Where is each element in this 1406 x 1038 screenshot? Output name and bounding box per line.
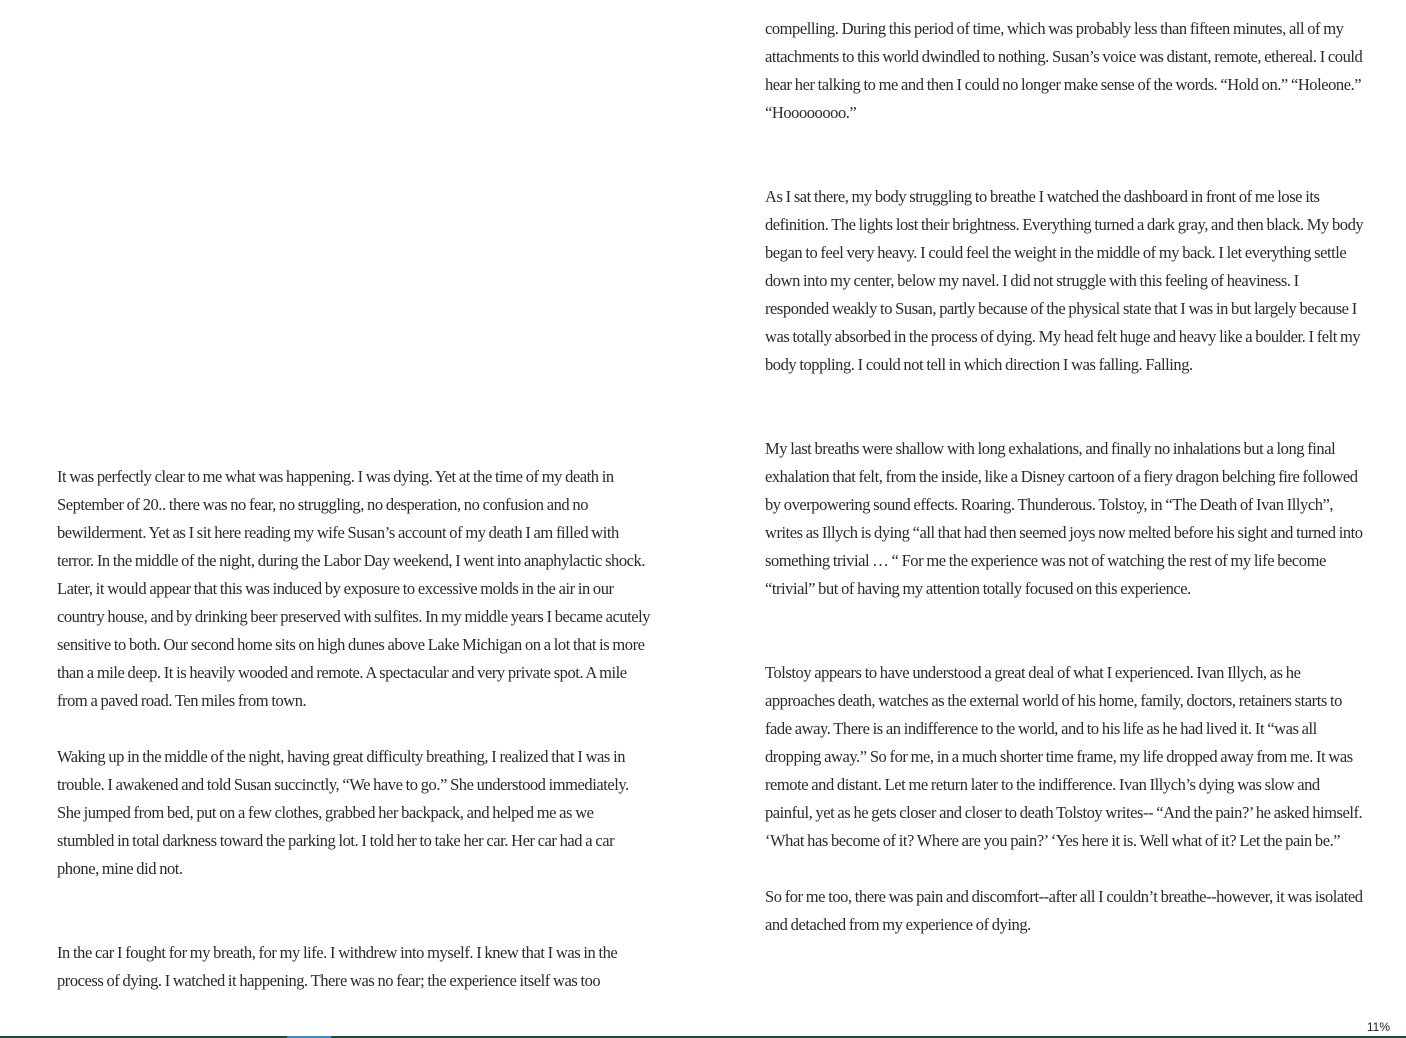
- paragraph: In the car I fought for my breath, for my life. I withdrew into myself. I knew that I was in the process of dying. I watched it happening. There was no fear; the experience itself was too: [57, 943, 618, 990]
- paragraph: compelling. During this period of time, which was probably less than fifteen minutes, all of my attachments to this world dwindled to nothing. Susan’s voice was distant, remote, ethereal. I could hear her talking to me and then I could no longer make sense of the words. “Hold on.” “Holeone.” “Hoooooooo.”: [765, 19, 1363, 122]
- paragraph: My last breaths were shallow with long exhalations, and finally no inhalations but a long final exhalation that felt, from the inside, like a Disney cartoon of a fiery dragon belching fire followed by overpowering sound effects. Roaring. Thunderous. Tolstoy, in “The Death of Ivan Illych”, writes as Illych is dying “all that had then seemed joys now melted before his sight and turned into something trivial … “ For me the experience was not of watching the rest of my life become “trivial” but of having my attention totally focused on this experience.: [765, 439, 1363, 598]
- paragraph: As I sat there, my body struggling to breathe I watched the dashboard in front of me lose its definition. The lights lost their brightness. Everything turned a dark gray, and then black. My body began to feel very heavy. I could feel the weight in the middle of my back. I let everything settle down into my center, below my navel. I did not struggle with this feeling of heaviness. I responded weakly to Susan, partly because of the physical state that I was in but largely because I was totally absorbed in the process of dying. My head felt huge and heavy like a boulder. I felt my body toppling. I could not tell in which direction I was falling. Falling.: [765, 187, 1364, 374]
- paragraph: So for me too, there was pain and discomfort--after all I couldn’t breathe--however, it was isolated and detached from my experience of dying.: [765, 887, 1363, 934]
- paragraph: Waking up in the middle of the night, having great difficulty breathing, I realized that I was in trouble. I awakened and told Susan succinctly, “We have to go.” She understood immediately. She jumped from bed, put on a few clothes, grabbed her backpack, and helped me as we stumbled in total darkness toward the parking lot. I told her to take her car. Her car had a car phone, mine did not.: [57, 747, 629, 878]
- paragraph: Tolstoy appears to have understood a great deal of what I experienced. Ivan Illych, as he approaches death, watches as the external world of his home, family, doctors, retainers starts to fade away. There is an indifference to the world, and to his life as he had lived it. It “was all dropping away.” So for me, in a much shorter time frame, my life dropped away from me. It was remote and distant. Let me return later to the indifference. Ivan Illych’s dying was slow and painful, yet as he gets closer and closer to death Tolstoy writes-- “And the pain?’ he asked himself. ‘What has become of it? Where are you pain?’ ‘Yes here it is. Well what of it? Let the pain be.”: [765, 663, 1363, 850]
- paragraph: It was perfectly clear to me what was happening. I was dying. Yet at the time of my death in September of 20.. there was no fear, no struggling, no desperation, no confusion and no bewilderment. Yet as I sit here reading my wife Susan’s account of my death I am filled with terror. In the middle of the night, during the Labor Day weekend, I went into anaphylactic shock. Later, it would appear that this was induced by exposure to excessive molds in the air in our country house, and by drinking beer preserved with sulfites. In my middle years I became acutely sensitive to both. Our second home sits on high dunes above Lake Michigan on a lot that is more than a mile deep. It is heavily wooded and remote. A spectacular and very private spot. A mile from a paved road. Ten miles from town.: [57, 467, 651, 710]
- progress-percentage: 11%: [1366, 1020, 1390, 1034]
